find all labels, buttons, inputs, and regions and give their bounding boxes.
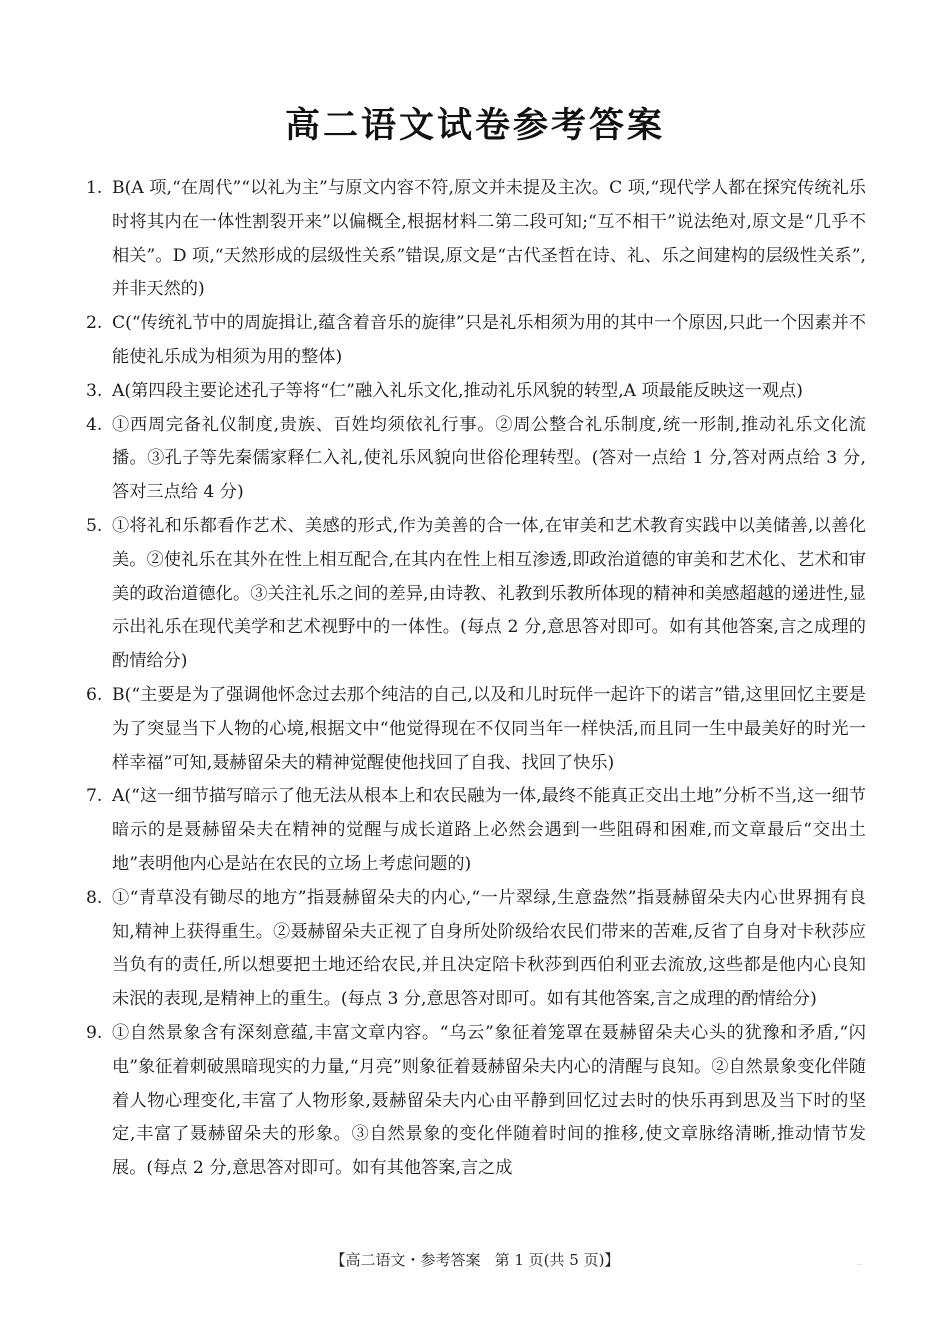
page-title: 高二语文试卷参考答案 [284, 106, 665, 146]
footer-label: 【高二语文・参考答案 [330, 1251, 481, 1269]
answer-number: 2. [86, 313, 103, 334]
answer-item [86, 1017, 866, 1186]
answer-item [86, 375, 866, 409]
answer-number: 5. [86, 515, 103, 536]
answer-number: 6. [86, 684, 103, 705]
answer-item [86, 882, 866, 1017]
answer-number: 3. [86, 380, 103, 401]
answer-item [86, 510, 866, 679]
answer-number: 1. [86, 178, 103, 198]
answer-item [86, 780, 866, 881]
answer-number: 7. [86, 786, 103, 807]
answer-text: A(第四段主要论述孔子等将“仁”融入礼乐文化,推动礼乐风貌的转型,A 项最能反映这一观点) [112, 380, 803, 401]
answer-item [86, 409, 866, 510]
footer-page-info: 第 1 页(共 5 页)】 [494, 1251, 620, 1269]
answer-text: ①“青草没有锄尽的地方”指聂赫留朵夫的内心,“一片翠绿,生意盎然”指聂赫留朵夫内心世界拥有良知,精神上获得重生。②聂赫留朵夫正视了自身所处阶级给农民们带来的苦难,反省了自身对卡秋莎应当负有的责任,所以想要把土地还给农民,并且决定陪卡秋莎到西伯利亚去流放,这些都是他内心良知未泯的表现,是精神上的重生。(每点 3 分,意思答对即可。如有其他答案,言之成理的酌情给分) [112, 887, 866, 1010]
answer-number: 4. [86, 414, 103, 435]
answer-list [86, 172, 866, 1186]
answer-text: A(“这一细节描写暗示了他无法从根本上和农民融为一体,最终不能真正交出土地”分析不当,这一细节暗示的是聂赫留朵夫在精神的觉醒与成长道路上必然会遇到一些阻碍和困难,而文章最后“交出土地”表明他内心是站在农民的立场上考虑问题的) [112, 786, 866, 874]
answer-text: B(A 项,“在周代”“以礼为主”与原文内容不符,原文并未提及主次。C 项,“现代学人都在探究传统礼乐时将其内在一体性割裂开来”以偏概全,根据材料二第二段可知;“互不相干”说法绝对,原文是“几乎不相关”。D 项,“天然形成的层级性关系”错误,原文是“古代圣哲在诗、礼、乐之间建构的层级性关系”,并非天然的) [112, 178, 866, 300]
answer-text: ①西周完备礼仪制度,贵族、百姓均须依礼行事。②周公整合礼乐制度,统一形制,推动礼乐文化流播。③孔子等先秦儒家释仁入礼,使礼乐风貌向世俗伦理转型。(答对一点给 1 分,答对两点给 3 分,答对三点给 4 分) [112, 414, 866, 503]
answer-text: C(“传统礼节中的周旋揖让,蕴含着音乐的旋律”只是礼乐相须为用的其中一个原因,只此一个因素并不能使礼乐成为相须为用的整体) [112, 313, 866, 367]
corner-mark: .. [856, 1258, 862, 1267]
page-footer [0, 1249, 950, 1270]
answer-item [86, 172, 866, 307]
answer-number: 8. [86, 887, 103, 908]
answer-text: ①自然景象含有深刻意蕴,丰富文章内容。“乌云”象征着笼罩在聂赫留朵夫心头的犹豫和矛盾,“闪电”象征着刺破黑暗现实的力量,“月亮”则象征着聂赫留朵夫内心的清醒与良知。②自然景象变化伴随着人物心理变化,丰富了人物形象,聂赫留朵夫内心由平静到回忆过去时的快乐再到思及当下时的坚定,丰富了聂赫留朵夫的形象。③自然景象的变化伴随着时间的推移,使文章脉络清晰,推动情节发展。(每点 2 分,意思答对即可。如有其他答案,言之成 [112, 1022, 866, 1179]
answer-number: 9. [86, 1022, 103, 1043]
answer-text: B(“主要是为了强调他怀念过去那个纯洁的自己,以及和儿时玩伴一起许下的诺言”错,这里回忆主要是为了突显当下人物的心境,根据文中“他觉得现在不仅同当年一样快活,而且同一生中最美好的时光一样幸福”可知,聂赫留朵夫的精神觉醒使他找回了自我、找回了快乐) [112, 684, 866, 773]
answer-item [86, 307, 866, 375]
answer-item [86, 679, 866, 780]
answer-text: ①将礼和乐都看作艺术、美感的形式,作为美善的合一体,在审美和艺术教育实践中以美储善,以善化美。②使礼乐在其外在性上相互配合,在其内在性上相互渗透,即政治道德的审美和艺术化、艺术和审美的政治道德化。③关注礼乐之间的差异,由诗教、礼教到乐教所体现的精神和美感超越的递进性,显示出礼乐在现代美学和艺术视野中的一体性。(每点 2 分,意思答对即可。如有其他答案,言之成理的酌情给分) [112, 515, 866, 672]
